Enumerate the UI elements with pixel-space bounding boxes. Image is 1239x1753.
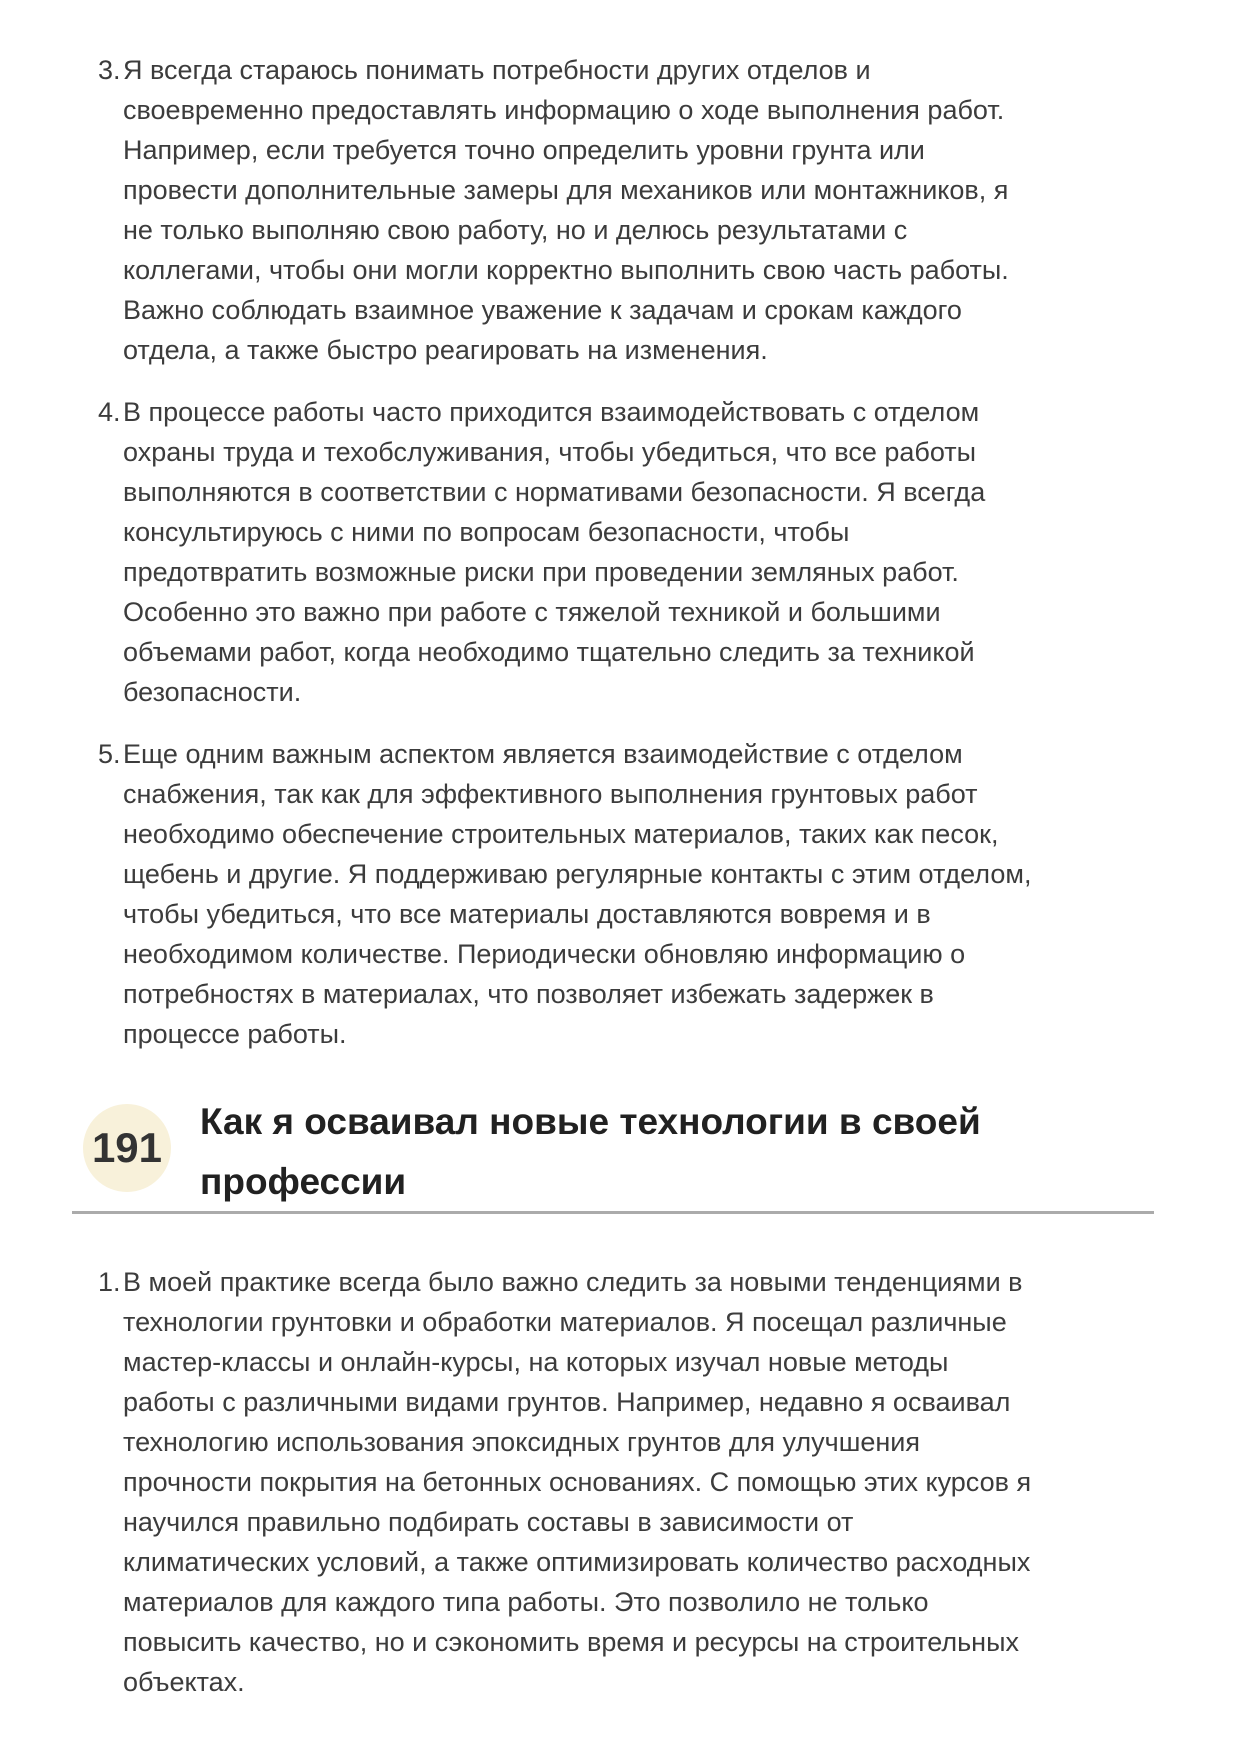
list-item-text: В процессе работы часто приходится взаимодействовать с отделом охраны труда и техобслуживания, чтобы убедиться, что все работы выполняются в соответствии с нормативами безопасности. Я всегда консультируюсь с ними по вопросам безопасности, чтобы предотвратить возможные риски при проведении земляных работ. Особенно это важно при работе с тяжелой техникой и большими объемами работ, когда необходимо тщательно следить за техникой безопасности.: [123, 397, 986, 707]
list-item-number: 4.: [98, 397, 121, 427]
numbered-list-top: [98, 50, 1040, 1076]
section-divider: [72, 1211, 1154, 1214]
list-item: [98, 392, 1040, 712]
section-title-line1: Как я осваивал новые технологии в своей: [200, 1101, 981, 1142]
list-item-text: Я всегда стараюсь понимать потребности других отделов и своевременно предоставлять информацию о ходе выполнения работ. Например, если требуется точно определить уровни грунта или провести дополнительные замеры для механиков или монтажников, я не только выполняю свою работу, но и делюсь результатами с коллегами, чтобы они могли корректно выполнить свою часть работы. Важно соблюдать взаимное уважение к задачам и срокам каждого отдела, а также быстро реагировать на изменения.: [123, 55, 1009, 365]
list-item-number: 1.: [98, 1267, 121, 1297]
list-item-text: Еще одним важным аспектом является взаимодействие с отделом снабжения, так как для эффективного выполнения грунтовых работ необходимо обеспечение строительных материалов, таких как песок, щебень и другие. Я поддерживаю регулярные контакты с этим отделом, чтобы убедиться, что все материалы доставляются вовремя и в необходимом количестве. Периодически обновляю информацию о потребностях в материалах, что позволяет избежать задержек в процессе работы.: [123, 739, 1032, 1049]
list-item: [98, 1262, 1040, 1702]
section-title-line2: профессии: [200, 1161, 407, 1202]
numbered-list-bottom: [98, 1262, 1040, 1724]
list-item-number: 3.: [98, 55, 121, 85]
list-item-number: 5.: [98, 739, 121, 769]
list-item: [98, 50, 1040, 370]
list-item: [98, 734, 1040, 1054]
section-title: [200, 1092, 1040, 1212]
section-number-badge: 191: [83, 1104, 171, 1192]
list-item-text: В моей практике всегда было важно следить за новыми тенденциями в технологии грунтовки и обработки материалов. Я посещал различные мастер-классы и онлайн-курсы, на которых изучал новые методы работы с различными видами грунтов. Например, недавно я осваивал технологию использования эпоксидных грунтов для улучшения прочности покрытия на бетонных основаниях. С помощью этих курсов я научился правильно подбирать составы в зависимости от климатических условий, а также оптимизировать количество расходных материалов для каждого типа работы. Это позволило не только повысить качество, но и сэкономить время и ресурсы на строительных объектах.: [123, 1267, 1032, 1697]
